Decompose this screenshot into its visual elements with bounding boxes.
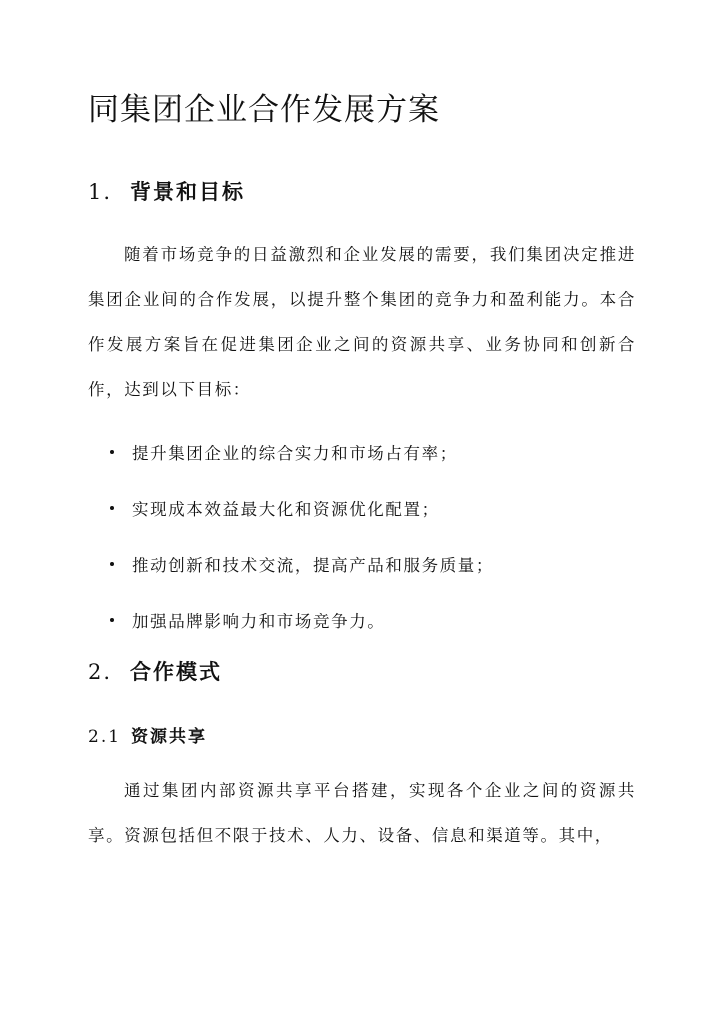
section-2-number: 2. [88,660,113,684]
subsection-2-1-paragraph: 通过集团内部资源共享平台搭建，实现各个企业之间的资源共享。资源包括但不限于技术、人力、设备、信息和渠道等。其中， [88,781,636,845]
list-item [88,424,494,480]
bullet-icon [110,506,114,510]
list-item [88,592,494,648]
list-item [88,480,494,536]
section-2-title: 合作模式 [130,659,223,684]
list-item-text: 实现成本效益最大化和资源优化配置； [132,500,440,519]
section-1-title: 背景和目标 [130,179,246,204]
list-item [88,536,494,592]
section-2-heading [88,656,222,686]
bullet-icon [110,562,114,566]
list-item-text: 推动创新和技术交流，提高产品和服务质量； [132,556,494,575]
section-1-heading [88,176,245,206]
subsection-2-1-title: 资源共享 [131,727,208,747]
bullet-icon [110,450,114,454]
bullet-icon [110,618,114,622]
list-item-text: 提升集团企业的综合实力和市场占有率； [132,444,458,463]
subsection-2-1-number: 2.1 [88,727,122,747]
subsection-2-1-heading [88,722,207,747]
list-item-text: 加强品牌影响力和市场竞争力。 [132,612,386,631]
goals-list [88,424,494,648]
section-1-paragraph: 随着市场竞争的日益激烈和企业发展的需要，我们集团决定推进集团企业间的合作发展，以提升整个集团的竞争力和盈利能力。本合作发展方案旨在促进集团企业之间的资源共享、业务协同和创新合作，达到以下目标： [88,245,636,399]
document-title: 同集团企业合作发展方案 [88,92,440,128]
section-1-number: 1. [88,180,113,204]
